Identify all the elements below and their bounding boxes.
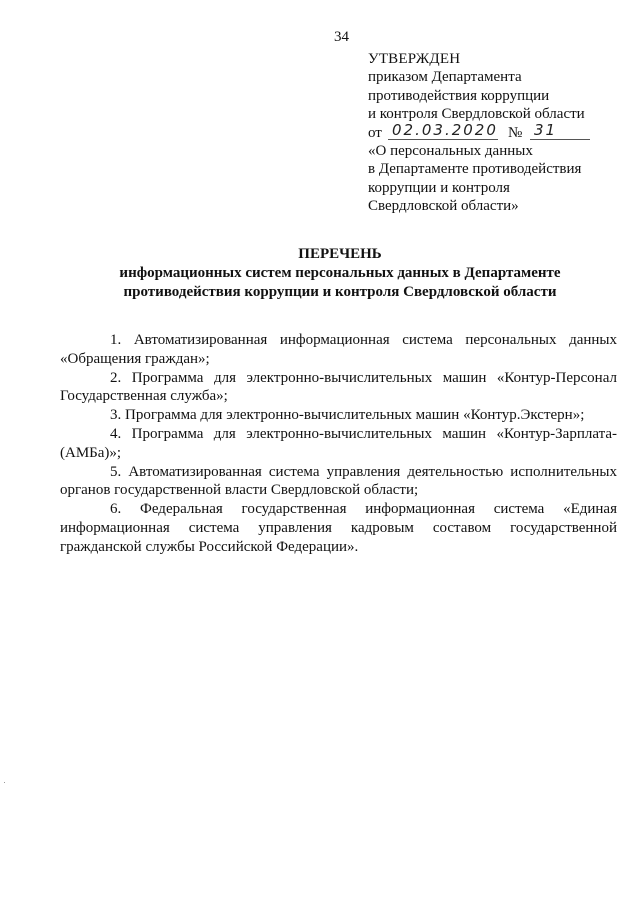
- number-label: №: [508, 124, 523, 141]
- list-item: 5. Автоматизированная система управления деятельностью исполнительных органов государственной власти Свердловской области;: [60, 463, 617, 499]
- title-heading: ПЕРЕЧЕНЬ: [298, 246, 382, 262]
- subject-line: в Департаменте противодействия: [368, 161, 582, 178]
- subject-line: Свердловской области»: [368, 198, 519, 215]
- list-item: 1. Автоматизированная информационная система персональных данных «Обращения граждан»;: [60, 332, 617, 367]
- subject-line: коррупции и контроля: [368, 179, 510, 196]
- title-subtitle-line: информационных систем персональных данных в Департаменте: [119, 265, 561, 281]
- document-title: [60, 245, 620, 302]
- approval-block: [368, 50, 628, 216]
- page-number: 34: [334, 29, 349, 45]
- from-label: от: [368, 124, 382, 141]
- approval-line: и контроля Свердловской области: [368, 106, 585, 123]
- approval-line: противодействия коррупции: [368, 87, 550, 104]
- list-item: 6. Федеральная государственная информационная система «Единая информационная система управления кадровым составом государственной гражданской службы Российской Федерации».: [60, 501, 617, 555]
- list-item: 4. Программа для электронно-вычислительных машин «Контур-Зарплата-(АМБа)»;: [60, 425, 617, 461]
- order-date-number-line: [368, 120, 628, 142]
- scan-speck: [4, 782, 5, 783]
- list-item: 2. Программа для электронно-вычислительных машин «Контур-Персонал Государственная служба»;: [60, 369, 617, 405]
- approval-stamp: УТВЕРЖДЕН: [368, 51, 461, 67]
- list-item: 3. Программа для электронно-вычислительных машин «Контур.Экстерн»;: [110, 407, 585, 424]
- systems-list: [60, 331, 617, 557]
- approval-line: приказом Департамента: [368, 69, 522, 86]
- subject-line: «О персональных данных: [368, 143, 533, 160]
- title-subtitle-line: противодействия коррупции и контроля Свердловской области: [123, 284, 557, 300]
- handwritten-date: 02.03.2020: [388, 122, 498, 140]
- handwritten-number: 31: [530, 122, 590, 140]
